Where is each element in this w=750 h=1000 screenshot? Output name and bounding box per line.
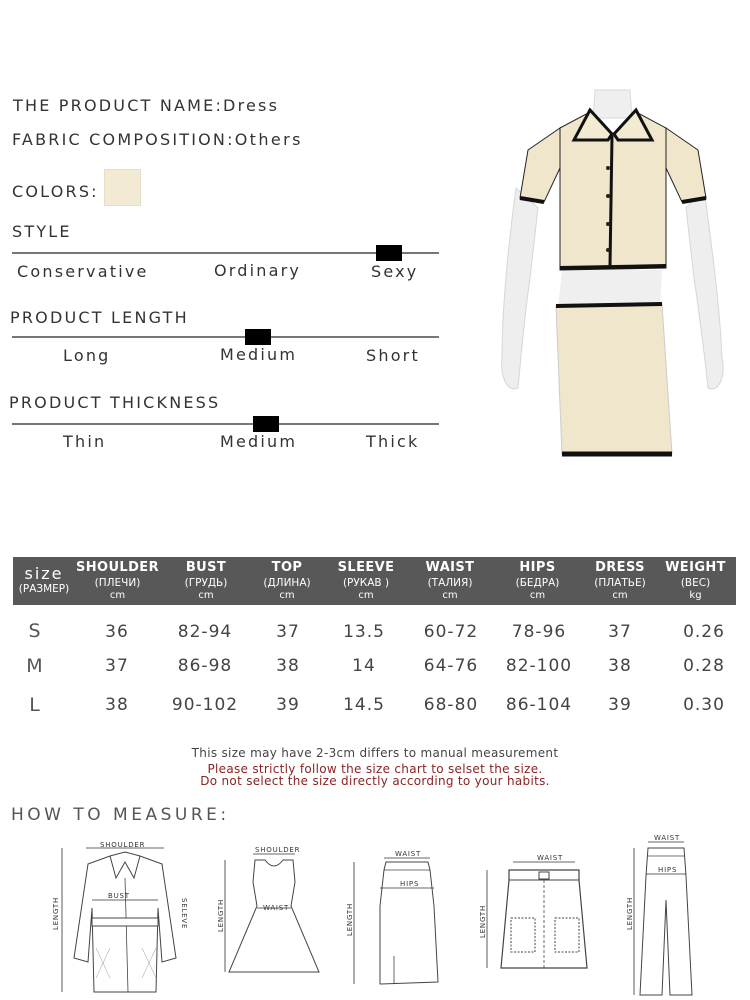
length-label: LENGTH (626, 896, 634, 930)
col-hips: HIPS (БЕДРА) cm (515, 560, 560, 601)
fabric-value: Others (234, 130, 303, 149)
mannequin-outfit-illustration (490, 88, 740, 468)
cell-top: 37 (276, 622, 300, 642)
product-photo (490, 88, 740, 468)
warning-note-1: Please strictly follow the size chart to selset the size. (207, 762, 543, 776)
length-label: LENGTH (217, 898, 225, 932)
skirt-measure-diagram (340, 846, 450, 996)
length-label: LENGTH (479, 904, 487, 938)
fabric-label: FABRIC COMPOSITION: (12, 130, 235, 149)
size-table-header (13, 557, 736, 605)
length-label-short: Short (366, 346, 420, 365)
col-shoulder: SHOULDER (ПЛЕЧИ) cm (75, 560, 159, 601)
cell-hips: 78-96 (511, 622, 567, 642)
cell-size: L (29, 694, 41, 716)
length-label: LENGTH (346, 902, 354, 936)
style-label-conservative: Conservative (17, 262, 149, 281)
thickness-label-thin: Thin (63, 432, 107, 451)
waist-label: WAIST (395, 850, 422, 858)
jacket-measure-diagram (50, 838, 200, 998)
cell-weight: 0.30 (683, 695, 725, 715)
product-name-label: THE PRODUCT NAME: (13, 96, 224, 115)
shoulder-label: SHOULDER (255, 846, 301, 854)
product-name-row (13, 96, 279, 115)
cell-dress: 37 (608, 622, 632, 642)
shoulder-label: SHOULDER (100, 841, 146, 849)
style-scale-line (12, 252, 439, 254)
cell-waist: 68-80 (423, 695, 479, 715)
thickness-title: PRODUCT THICKNESS (9, 393, 221, 412)
col-waist: WAIST (ТАЛИЯ) cm (425, 560, 475, 601)
col-top: TOP (ДЛИНА) cm (263, 560, 311, 601)
cell-shoulder: 38 (105, 695, 129, 715)
col-dress: DRESS (ПЛАТЬЕ) cm (594, 560, 646, 601)
cell-top: 38 (276, 656, 300, 676)
cell-bust: 82-94 (177, 622, 233, 642)
measurement-note: This size may have 2-3cm differs to manual measurement (191, 746, 559, 760)
cell-sleeve: 14.5 (343, 695, 385, 715)
col-bust: BUST (ГРУДЬ) cm (184, 560, 228, 601)
thickness-marker (253, 416, 279, 432)
length-label-medium: Medium (220, 345, 298, 364)
color-swatch[interactable] (104, 169, 141, 206)
cell-waist: 60-72 (423, 622, 479, 642)
colors-label: COLORS: (12, 182, 99, 201)
cell-shoulder: 37 (105, 656, 129, 676)
pants-measure-diagram (620, 830, 710, 1000)
how-to-measure-title: HOW TO MEASURE: (11, 805, 230, 825)
cell-weight: 0.26 (683, 622, 725, 642)
waist-label: WAIST (263, 904, 290, 912)
length-title: PRODUCT LENGTH (10, 308, 189, 327)
style-title: STYLE (12, 222, 72, 241)
style-marker (376, 245, 402, 261)
thickness-label-thick: Thick (366, 432, 420, 451)
length-scale-line (12, 336, 439, 338)
bust-label: BUST (108, 892, 130, 900)
dress-measure-diagram (215, 842, 330, 992)
thickness-scale-line (12, 423, 439, 425)
hips-label: HIPS (658, 866, 678, 874)
fabric-row (12, 130, 303, 149)
col-size: size (РАЗМЕР) (18, 564, 70, 595)
cell-waist: 64-76 (423, 656, 479, 676)
col-sleeve: SLEEVE (РУКАВ ) cm (337, 560, 395, 601)
cell-hips: 86-104 (505, 695, 573, 715)
cell-sleeve: 14 (352, 656, 376, 676)
denim-skirt-measure-diagram (475, 848, 615, 978)
warning-note-2: Do not select the size directly according to your habits. (200, 774, 550, 788)
cell-bust: 86-98 (177, 656, 233, 676)
hips-label: HIPS (400, 880, 420, 888)
thickness-label-medium: Medium (220, 432, 298, 451)
cell-dress: 39 (608, 695, 632, 715)
cell-size: M (26, 655, 44, 677)
waist-label: WAIST (654, 834, 681, 842)
cell-dress: 38 (608, 656, 632, 676)
col-weight: WEIGHT (ВЕС) kg (665, 560, 726, 601)
style-label-sexy: Sexy (371, 262, 419, 281)
length-label: LENGTH (52, 896, 60, 930)
cell-top: 39 (276, 695, 300, 715)
cell-size: S (28, 620, 42, 642)
cell-shoulder: 36 (105, 622, 129, 642)
cell-bust: 90-102 (171, 695, 239, 715)
sleeve-label: SELEVE (180, 898, 188, 930)
product-name-value: Dress (223, 96, 280, 115)
cell-sleeve: 13.5 (343, 622, 385, 642)
waist-label: WAIST (537, 854, 564, 862)
style-label-ordinary: Ordinary (214, 261, 302, 280)
length-label-long: Long (63, 346, 111, 365)
cell-hips: 82-100 (505, 656, 573, 676)
cell-weight: 0.28 (683, 656, 725, 676)
length-marker (245, 329, 271, 345)
